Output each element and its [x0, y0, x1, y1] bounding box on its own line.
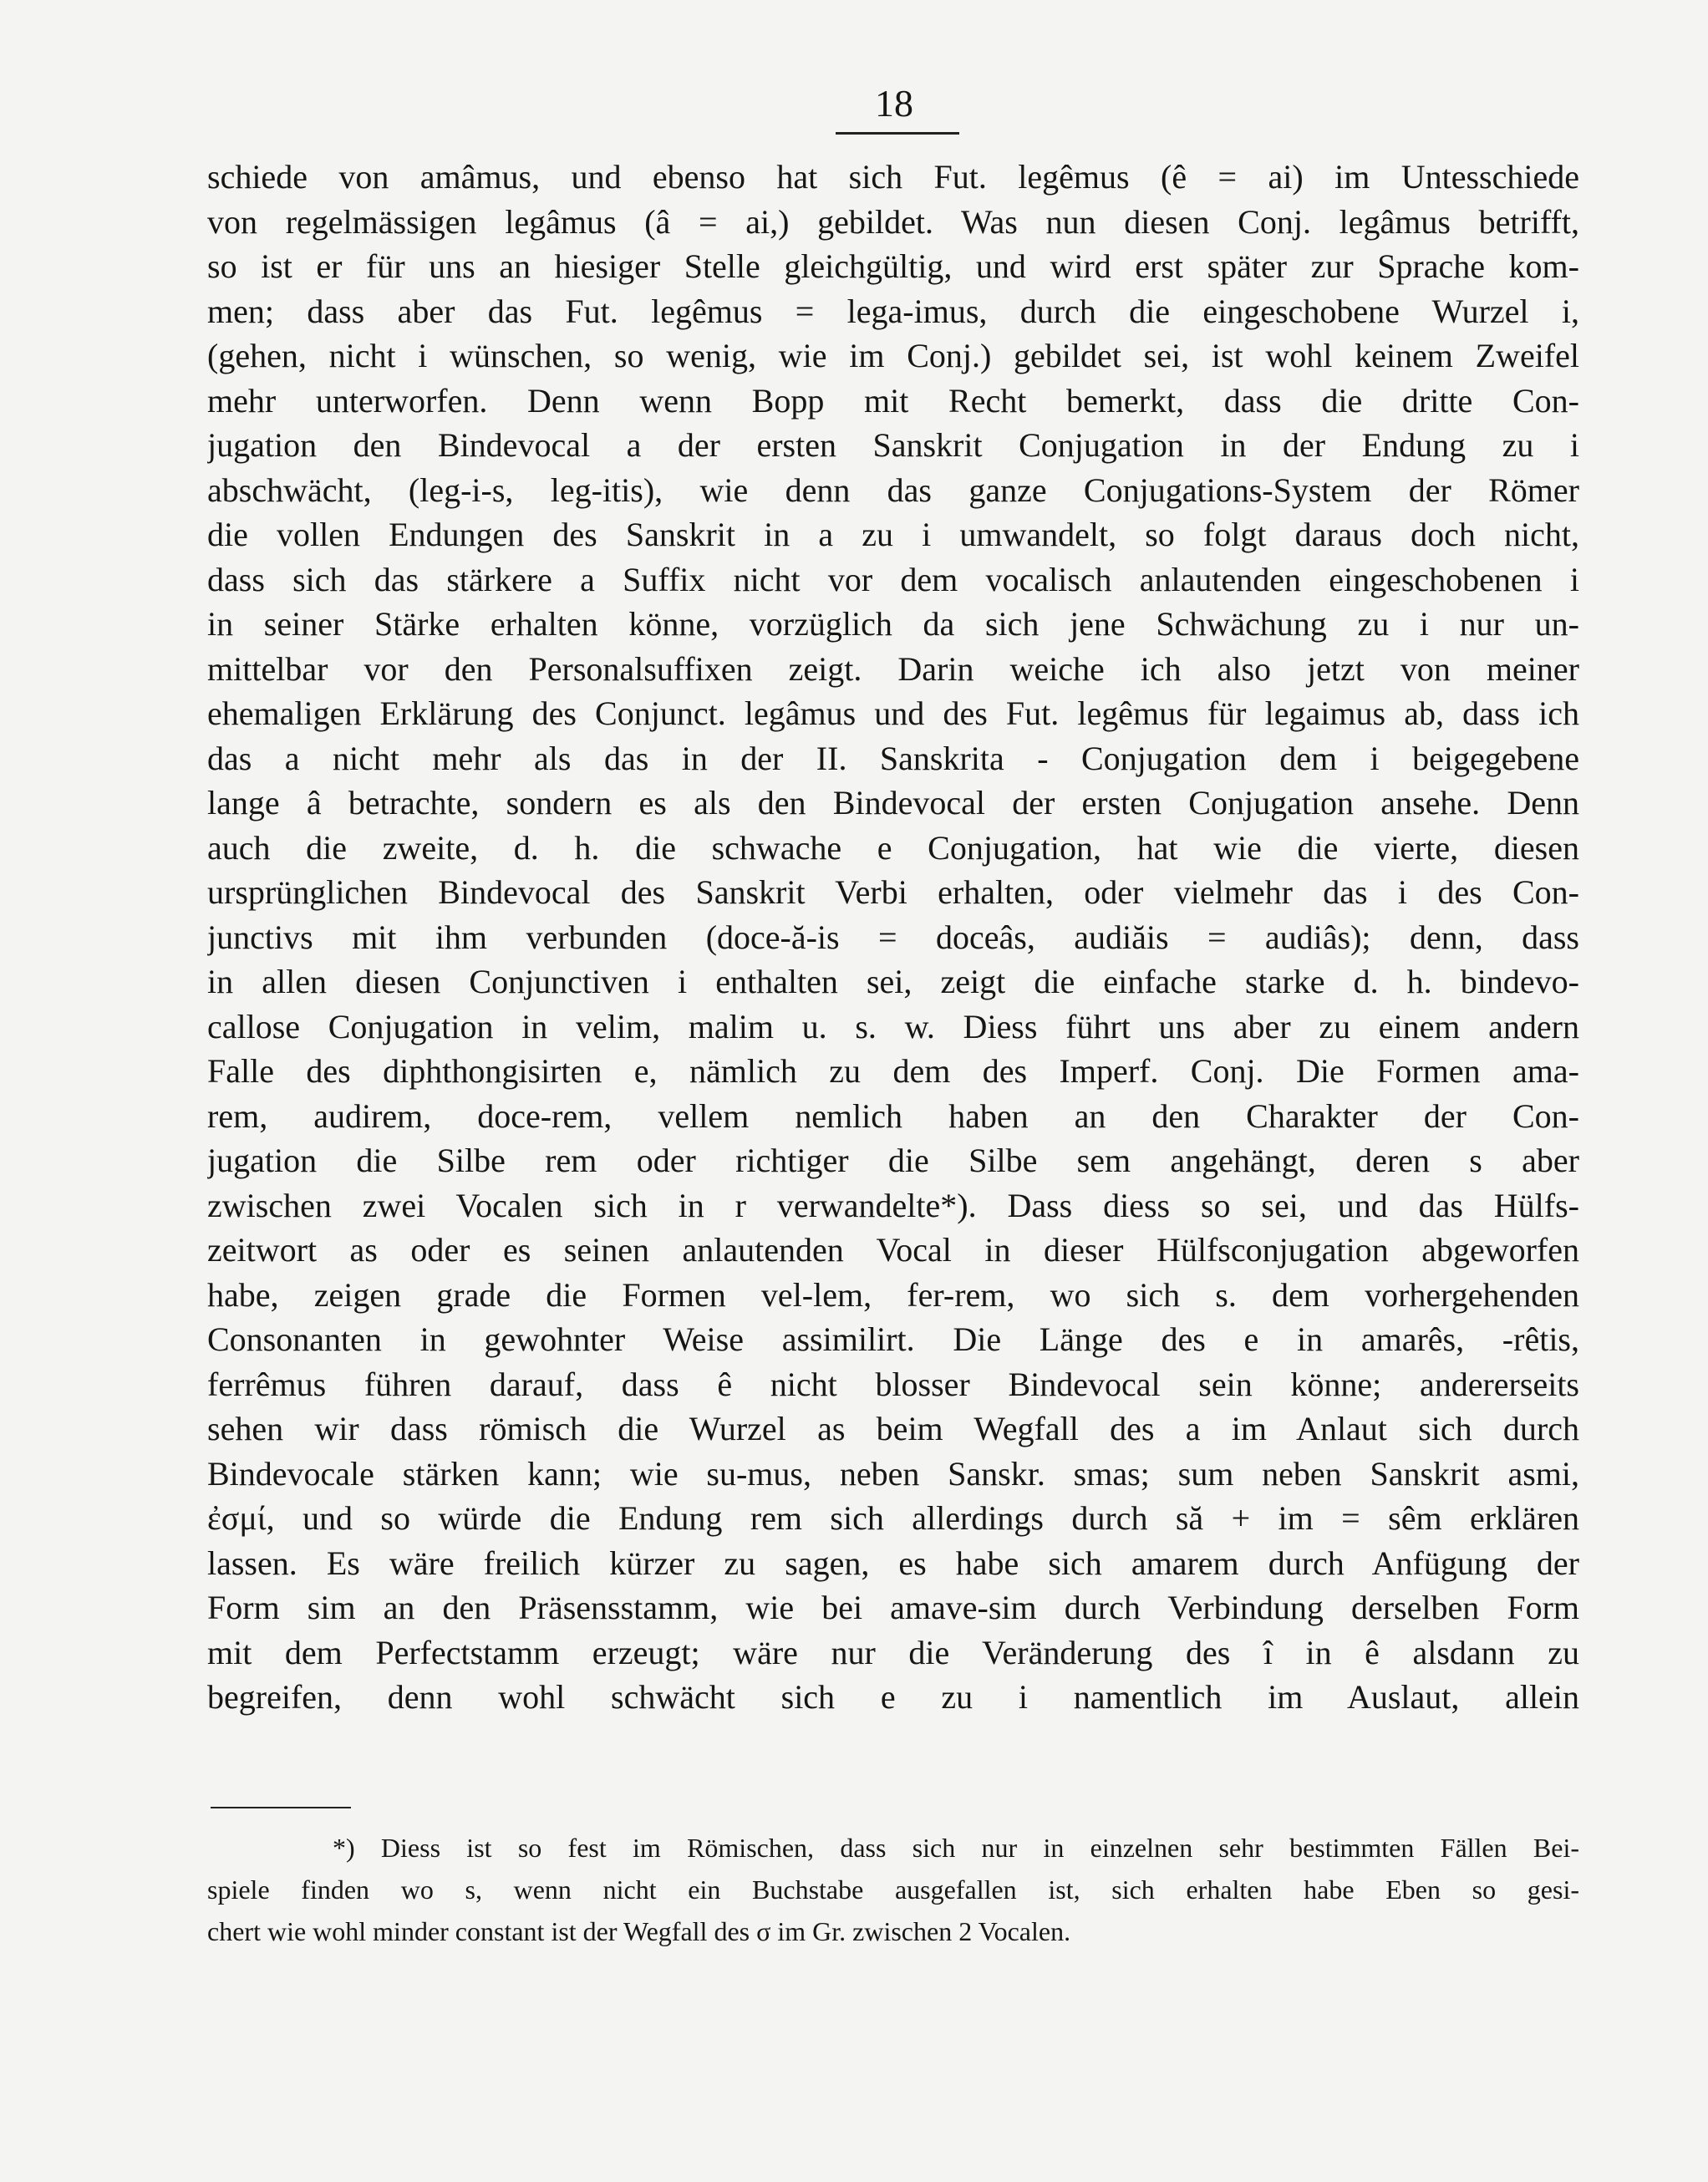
text-line: (gehen, nicht i wünschen, so wenig, wie im Conj.) gebildet sei, ist wohl keinem Zweifel: [207, 337, 1579, 374]
text-line: auch die zweite, d. h. die schwache e Conjugation, hat wie die vierte, diesen: [207, 828, 1579, 867]
header-rule: [836, 132, 959, 135]
text-line: die vollen Endungen des Sanskrit in a zu i umwandelt, so folgt daraus doch nicht,: [207, 516, 1579, 553]
text-line: zeitwort as oder es seinen anlautenden Vocal in dieser Hülfsconjugation abgeworfen: [207, 1231, 1579, 1269]
text-line: jugation den Bindevocal a der ersten Sanskrit Conjugation in der Endung zu i: [207, 426, 1579, 464]
main-text: [207, 155, 1579, 1720]
text-line: ursprünglichen Bindevocal des Sanskrit Verbi erhalten, oder vielmehr das i des Con-: [207, 873, 1579, 911]
text-line: mit dem Perfectstamm erzeugt; wäre nur die Veränderung des î in ê alsdann zu: [207, 1633, 1579, 1671]
text-line: men; dass aber das Fut. legêmus = lega-imus, durch die eingeschobene Wurzel i,: [207, 292, 1579, 330]
text-line: abschwächt, (leg-i-s, leg-itis), wie denn das ganze Conjugations-System der Römer: [207, 470, 1579, 509]
text-line: Form sim an den Präsensstamm, wie bei amave-sim durch Verbindung derselben Form: [207, 1589, 1579, 1626]
text-line: Falle des diphthongisirten e, nämlich zu dem des Imperf. Conj. Die Formen ama-: [207, 1052, 1579, 1090]
text-line: habe, zeigen grade die Formen vel-lem, fer-rem, wo sich s. dem vorhergehenden: [207, 1275, 1579, 1314]
text-line: Consonanten in gewohnter Weise assimilirt. Die Länge des e in amarês, -rêtis,: [207, 1320, 1579, 1358]
text-line: lassen. Es wäre freilich kürzer zu sagen, es habe sich amarem durch Anfügung der: [207, 1544, 1579, 1582]
text-line: von regelmässigen legâmus (â = ai,) gebildet. Was nun diesen Conj. legâmus betrifft,: [207, 202, 1579, 241]
text-line: lange â betrachte, sondern es als den Bindevocal der ersten Conjugation ansehe. Denn: [207, 784, 1579, 821]
text-line: ehemaligen Erklärung des Conjunct. legâmus und des Fut. legêmus für legaimus ab, dass ich: [207, 694, 1579, 732]
text-line: zwischen zwei Vocalen sich in r verwandelte*). Dass diess so sei, und das Hülfs-: [207, 1186, 1579, 1224]
text-line: mehr unterworfen. Denn wenn Bopp mit Recht bemerkt, dass die dritte Con-: [207, 381, 1579, 420]
text-line: in seiner Stärke erhalten könne, vorzüglich da sich jene Schwächung zu i nur un-: [207, 605, 1579, 643]
text-line: das a nicht mehr als das in der II. Sanskrita - Conjugation dem i beigegebene: [207, 739, 1579, 777]
text-line: junctivs mit ihm verbunden (doce-ă-is = doceâs, audiăis = audiâs); denn, dass: [207, 918, 1579, 956]
text-line: jugation die Silbe rem oder richtiger die Silbe sem angehängt, deren s aber: [207, 1142, 1579, 1179]
text-line: Bindevocale stärken kann; wie su-mus, neben Sanskr. smas; sum neben Sanskrit asmi,: [207, 1454, 1579, 1493]
text-line: ferrêmus führen darauf, dass ê nicht blosser Bindevocal sein könne; andererseits: [207, 1365, 1579, 1403]
text-line: dass sich das stärkere a Suffix nicht vor dem vocalisch anlautenden eingeschobenen i: [207, 560, 1579, 598]
footnote-line: spiele finden wo s, wenn nicht ein Buchstabe ausgefallen ist, sich erhalten habe Eben so gesi-: [207, 1874, 1579, 1905]
text-line: so ist er für uns an hiesiger Stelle gleichgültig, und wird erst später zur Sprache kom-: [207, 247, 1579, 285]
text-line: sehen wir dass römisch die Wurzel as beim Wegfall des a im Anlaut sich durch: [207, 1410, 1579, 1447]
text-line: rem, audirem, doce-rem, vellem nemlich haben an den Charakter der Con-: [207, 1096, 1579, 1135]
footnote-rule: [211, 1807, 351, 1808]
footnote-line: chert wie wohl minder constant ist der Wegfall des σ im Gr. zwischen 2 Vocalen.: [207, 1916, 1071, 1946]
text-line: begreifen, denn wohl schwächt sich e zu i namentlich im Auslaut, allein: [207, 1678, 1579, 1716]
page-number: 18: [875, 82, 913, 125]
text-line: mittelbar vor den Personalsuffixen zeigt. Darin weiche ich also jetzt von meiner: [207, 649, 1579, 688]
footnote-line: *) Diess ist so fest im Römischen, dass sich nur in einzelnen sehr bestimmten Fällen Bei-: [333, 1833, 1579, 1863]
footnote: [207, 1827, 1579, 1952]
text-line: schiede von amâmus, und ebenso hat sich Fut. legêmus (ê = ai) im Untesschiede: [207, 158, 1579, 196]
text-line: in allen diesen Conjunctiven i enthalten sei, zeigt die einfache starke d. h. bindevo-: [207, 963, 1579, 1000]
text-line: ἐσμί, und so würde die Endung rem sich allerdings durch să + im = sêm erklären: [207, 1499, 1579, 1537]
text-line: callose Conjugation in velim, malim u. s. w. Diess führt uns aber zu einem andern: [207, 1007, 1579, 1045]
